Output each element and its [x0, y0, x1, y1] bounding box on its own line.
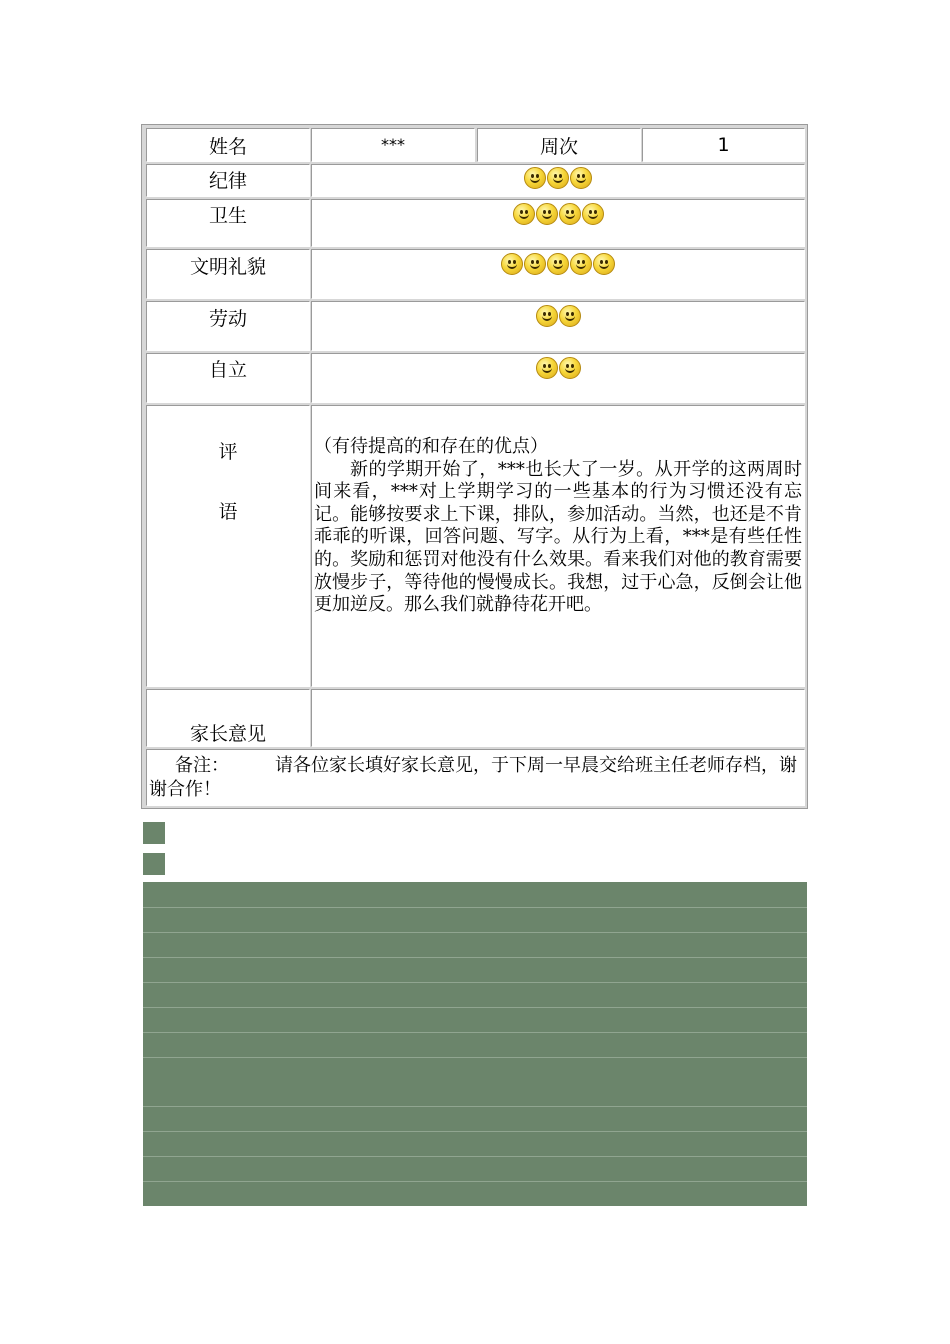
smiley-rating-manners — [312, 253, 804, 275]
rating-value-cell — [311, 249, 805, 299]
student-report-table — [141, 124, 808, 809]
rating-label-cell — [146, 249, 310, 299]
divider — [143, 1131, 807, 1132]
smiley-icon — [547, 167, 569, 189]
divider — [143, 1032, 807, 1033]
smiley-icon — [593, 253, 615, 275]
placeholder-block — [143, 882, 807, 1206]
note-cell — [146, 749, 805, 806]
smiley-rating-discipline — [312, 167, 804, 189]
rating-label-manners: 文明礼貌 — [189, 256, 266, 278]
rating-label-cell — [146, 199, 310, 247]
divider — [143, 1007, 807, 1008]
rating-label-cell — [146, 164, 310, 197]
divider — [143, 1106, 807, 1107]
divider — [143, 1156, 807, 1157]
rating-label-cell — [146, 301, 310, 351]
smiley-icon — [513, 203, 535, 225]
comment-body: 新的学期开始了，***也长大了一岁。从开学的这两周时间来看，***对上学期学习的一些基本的行为习惯还没有忘记。能够按要求上下课，排队，参加活动。当然，也还是不肯乖乖的听课，回答问题、写字。从行为上看，***是有些任性的。奖励和惩罚对他没有什么效果。看来我们对他的教育需要放慢步子，等待他的慢慢成长。我想，过于心急，反倒会让他更加逆反。那么我们就静待花开吧。 — [314, 458, 802, 616]
smiley-rating-labor — [312, 305, 804, 327]
smiley-icon — [536, 305, 558, 327]
smiley-icon — [501, 253, 523, 275]
placeholder-square — [143, 822, 165, 844]
week-value: 1 — [717, 134, 730, 156]
smiley-icon — [536, 357, 558, 379]
smiley-icon — [524, 167, 546, 189]
smiley-icon — [582, 203, 604, 225]
comment-label-ping: 评 — [218, 441, 238, 463]
name-label-cell — [146, 128, 310, 162]
comment-heading: （有待提高的和存在的优点） — [314, 436, 548, 457]
week-label: 周次 — [539, 136, 578, 158]
rating-label-independence: 自立 — [208, 359, 247, 381]
name-value-cell — [311, 128, 475, 162]
rating-label-hygiene: 卫生 — [208, 205, 247, 227]
week-label-cell — [477, 128, 641, 162]
rating-label-discipline: 纪律 — [208, 170, 247, 192]
note — [149, 754, 802, 802]
comment-label-yu: 语 — [218, 501, 238, 523]
smiley-icon — [547, 253, 569, 275]
rating-value-cell — [311, 301, 805, 351]
smiley-icon — [570, 167, 592, 189]
comment-value-cell — [311, 405, 805, 687]
placeholder-square — [143, 853, 165, 875]
smiley-icon — [524, 253, 546, 275]
smiley-icon — [536, 203, 558, 225]
parent-label-cell — [146, 689, 310, 747]
smiley-rating-hygiene — [312, 203, 804, 225]
name-value: *** — [381, 135, 405, 154]
week-value-cell — [642, 128, 805, 162]
smiley-icon — [559, 305, 581, 327]
rating-value-cell — [311, 164, 805, 197]
name-label: 姓名 — [208, 136, 247, 158]
smiley-rating-independence — [312, 357, 804, 379]
divider — [143, 1181, 807, 1182]
rating-label-cell — [146, 353, 310, 403]
divider — [143, 907, 807, 908]
comment-label-cell — [146, 405, 310, 687]
divider — [143, 1057, 807, 1058]
smiley-icon — [559, 357, 581, 379]
rating-label-labor: 劳动 — [208, 308, 247, 330]
note-text: 请各位家长填好家长意见，于下周一早晨交给班主任老师存档，谢谢合作！ — [149, 755, 797, 800]
smiley-icon — [559, 203, 581, 225]
parent-opinion-label: 家长意见 — [189, 723, 266, 745]
rating-value-cell — [311, 199, 805, 247]
divider — [143, 932, 807, 933]
smiley-icon — [570, 253, 592, 275]
parent-opinion-cell[interactable] — [311, 689, 805, 747]
note-label: 备注： — [175, 755, 229, 776]
divider — [143, 957, 807, 958]
rating-value-cell — [311, 353, 805, 403]
teacher-comment — [314, 436, 802, 617]
divider — [143, 982, 807, 983]
